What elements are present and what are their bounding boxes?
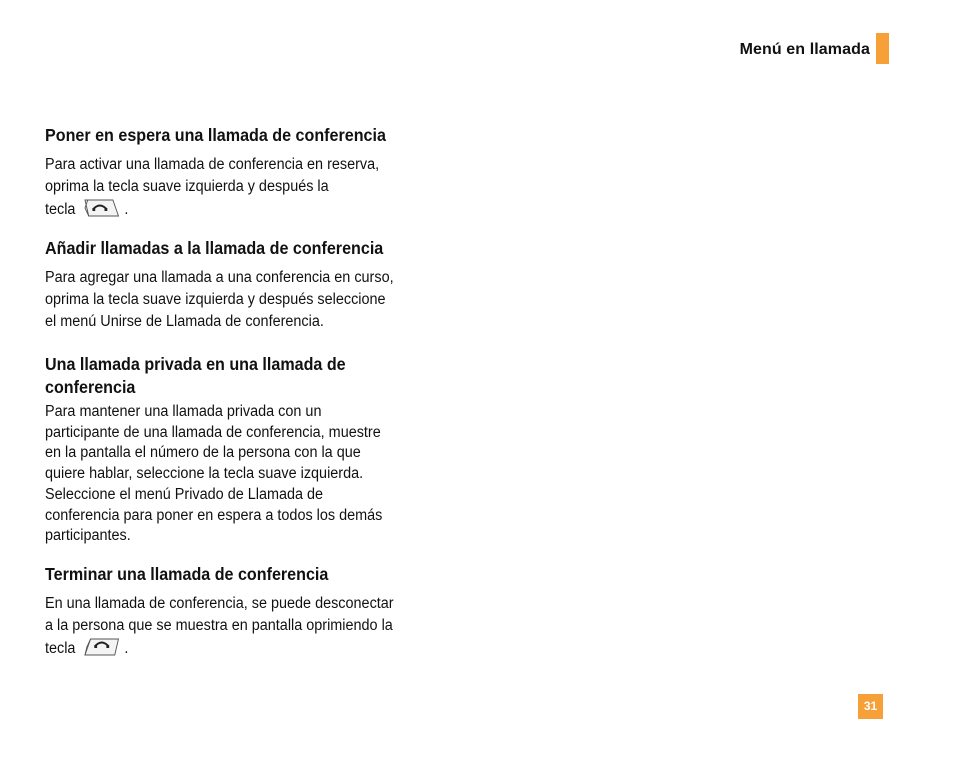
header-title: Menú en llamada [739, 41, 870, 58]
section-body: En una llamada de conferencia, se puede desconectar a la persona que se muestra en pantalla oprimiendo la tecla . [45, 594, 394, 657]
section-body: Para agregar una llamada a una conferencia en curso, oprima la tecla suave izquierda y después seleccione el menú Unirse de Llamada de conferencia. [45, 269, 394, 330]
section-heading: Poner en espera una llamada de conferencia [45, 125, 386, 145]
section-body: Para mantener una llamada privada con un participante de una llamada de conferencia, muestre en la pantalla el número de la persona con la que quiere hablar, seleccione la tecla suave izquierda. Seleccione el menú Privado de Llamada de conferencia para poner en espera a todos los demás participantes. [45, 403, 383, 545]
section-private-call [45, 353, 445, 547]
section-heading: Una llamada privada en una llamada de conferencia [45, 354, 346, 397]
section-end-conference [45, 563, 445, 660]
section-add-calls [45, 237, 445, 333]
section-heading: Añadir llamadas a la llamada de conferencia [45, 238, 384, 258]
end-call-key-icon [83, 198, 120, 218]
header-accent-tab [876, 33, 889, 64]
content-column [45, 124, 445, 676]
section-hold-conference [45, 124, 445, 221]
send-key-icon [83, 637, 120, 657]
page-number: 31 [858, 694, 883, 719]
section-body: Para activar una llamada de conferencia en reserva, oprima la tecla suave izquierda y después la tecla . [45, 156, 380, 218]
section-heading: Terminar una llamada de conferencia [45, 563, 329, 584]
